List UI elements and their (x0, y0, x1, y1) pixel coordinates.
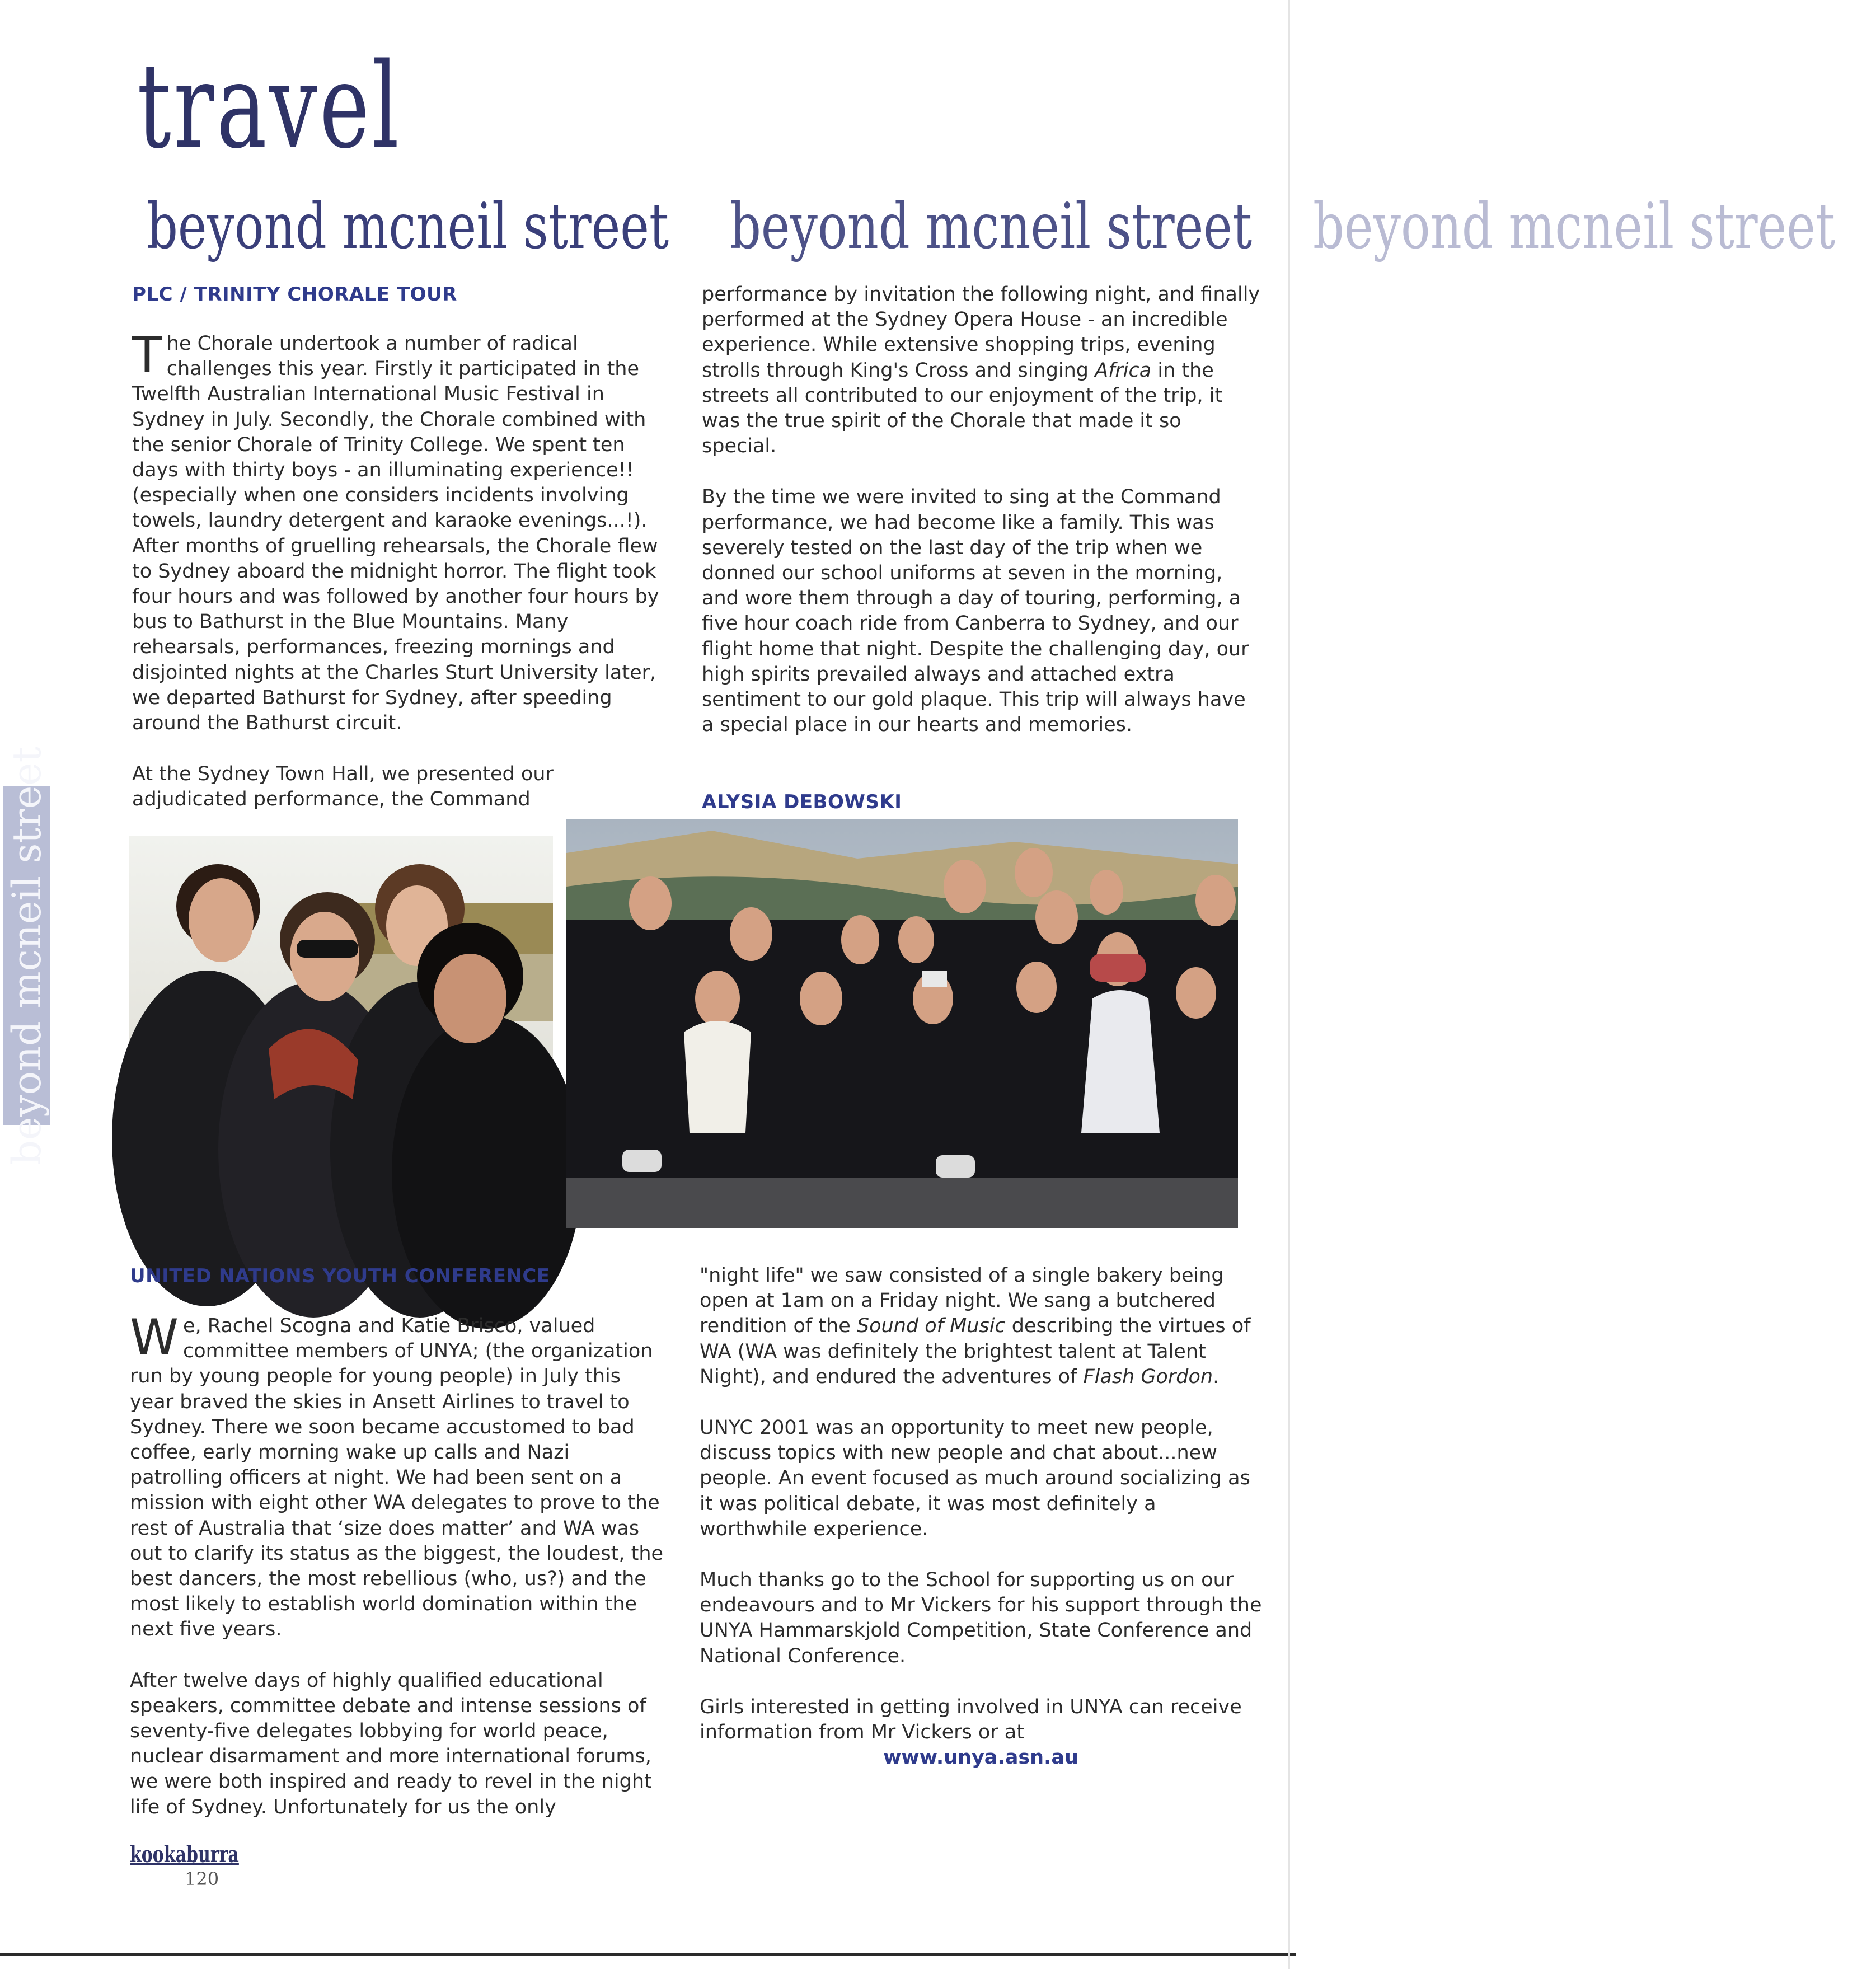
page-number: 120 (185, 1868, 219, 1890)
article1-p3-text-b: in the streets all contributed to our enjoyment of the trip, it was the true spirit of the Chorale that made it so special. (702, 359, 1223, 458)
banner-text-2: beyond mcneil street (729, 190, 1253, 263)
article2-paragraph-6: Girls interested in getting involved in UNYA can receive information from Mr Vickers or at (700, 1695, 1242, 1744)
article1-paragraph-3 (702, 282, 1261, 459)
article1-heading: PLC / TRINITY CHORALE TOUR (132, 283, 457, 306)
article2-dropcap: W (130, 1309, 179, 1366)
unya-website-link-text[interactable]: www.unya.asn.au (883, 1746, 1078, 1769)
unya-website-link[interactable] (700, 1745, 1262, 1770)
article2-p3-text-b: describing the virtues of WA (WA was definitely the brightest talent at Talent Night), and endured the adventures of (700, 1315, 1251, 1388)
sidebar-tab-label: beyond mcneil street (4, 746, 50, 1165)
article2-paragraph-5: Much thanks go to the School for supporting us on our endeavours and to Mr Vickers for his support through the UNYA Hammarskjold Competition, State Conference and National Conference. (700, 1569, 1262, 1667)
page-title: travel (137, 37, 402, 175)
article2-left-column (130, 1309, 667, 1820)
article2-p3-text-c: . (1213, 1365, 1220, 1388)
article2-p3-text-a: "night life" we saw consisted of a single bakery being open at 1am on a Friday night. We sang a butchered rendition of the (700, 1264, 1224, 1338)
article1-p3-italic: Africa (1095, 359, 1152, 382)
chorale-group-photo-large (566, 819, 1238, 1228)
photo-illustration (129, 836, 553, 1228)
article1-paragraph-1: he Chorale undertook a number of radical challenges this year. Firstly it participated in the Twelfth Australian International Music Festival in Sydney in July. Secondly, the Chorale combined with the senior Chorale of Trinity College. We spent ten days with thirty boys - an illuminating experience!! (especially when one considers incidents involving towels, laundry detergent and karaoke evenings...!). After months of gruelling rehearsals, the Chorale flew to Sydney aboard the midnight horror. The flight took four hours and was followed by another four hours by bus to Bathurst in the Blue Mountains. Many rehearsals, performances, freezing mornings and disjointed nights at the Charles Sturt University later, we departed Bathurst for Sydney, after speeding around the Bathurst circuit. (132, 332, 659, 735)
article2-right-column (700, 1263, 1262, 1770)
article2-paragraph-2: After twelve days of highly qualified educational speakers, committee debate and intense sessions of seventy-five delegates lobbying for world peace, nuclear disarmament and more international forums, we were both inspired and ready to revel in the night life of Sydney. Unfortunately for us the only (130, 1669, 652, 1818)
sidebar-tab (3, 746, 50, 1165)
article2-p3-italic-2: Flash Gordon (1083, 1365, 1213, 1388)
article1-author: ALYSIA DEBOWSKI (702, 791, 902, 813)
article1-paragraph-2: At the Sydney Town Hall, we presented our adjudicated performance, the Command (132, 763, 554, 811)
article1-dropcap: T (132, 326, 162, 384)
article1-left-column (132, 326, 669, 813)
bottom-divider (0, 1953, 1296, 1956)
group-photo-illustration (566, 819, 1238, 1228)
chorale-group-photo-small (129, 836, 553, 1228)
article1-paragraph-4: By the time we were invited to sing at the Command performance, we had become like a family. This was severely tested on the last day of the trip when we donned our school uniforms at seven in the morning, and wore them through a day of touring, performing, a five hour coach ride from Canberra to Sydney, and our flight home that night. Despite the challenging day, our high spirits prevailed always and attached extra sentiment to our gold plaque. This trip will always have a special place in our hearts and memories. (702, 486, 1249, 737)
article2-paragraph-1: e, Rachel Scogna and Katie Brisco, valued committee members of UNYA; (the organization run by young people for young people) in July this year braved the skies in Ansett Airlines to travel to Sydney. There we soon became accustomed to bad coffee, early morning wake up calls and Nazi patrolling officers at night. We had been sent on a mission with eight other WA delegates to prove to the rest of Australia that ‘size does matter’ and WA was out to clarify its status as the biggest, the loudest, the best dancers, the most rebellious (who, us?) and the most likely to establish world domination within the next five years. (130, 1315, 664, 1641)
article1-p3-text-a: performance by invitation the following night, and finally performed at the Sydney Opera House - an incredible experience. While extensive shopping trips, evening strolls through King's Cross and singing (702, 283, 1260, 382)
banner-text-1: beyond mcneil street (147, 190, 669, 263)
article1-right-column (702, 282, 1261, 738)
article2-paragraph-4: UNYC 2001 was an opportunity to meet new people, discuss topics with new people and chat about...new people. An event focused as much around socializing as it was political debate, it was most definitely a worthwhile experience. (700, 1417, 1250, 1540)
right-edge-divider (1288, 0, 1290, 1969)
kookaburra-logo: kookaburra (130, 1841, 239, 1868)
article2-heading: UNITED NATIONS YOUTH CONFERENCE (130, 1265, 550, 1287)
banner-text-3: beyond mcneil street (1312, 190, 1835, 263)
article2-p3-italic-1: Sound of Music (856, 1315, 1006, 1338)
section-banner (147, 187, 1835, 266)
article2-paragraph-3 (700, 1263, 1262, 1390)
